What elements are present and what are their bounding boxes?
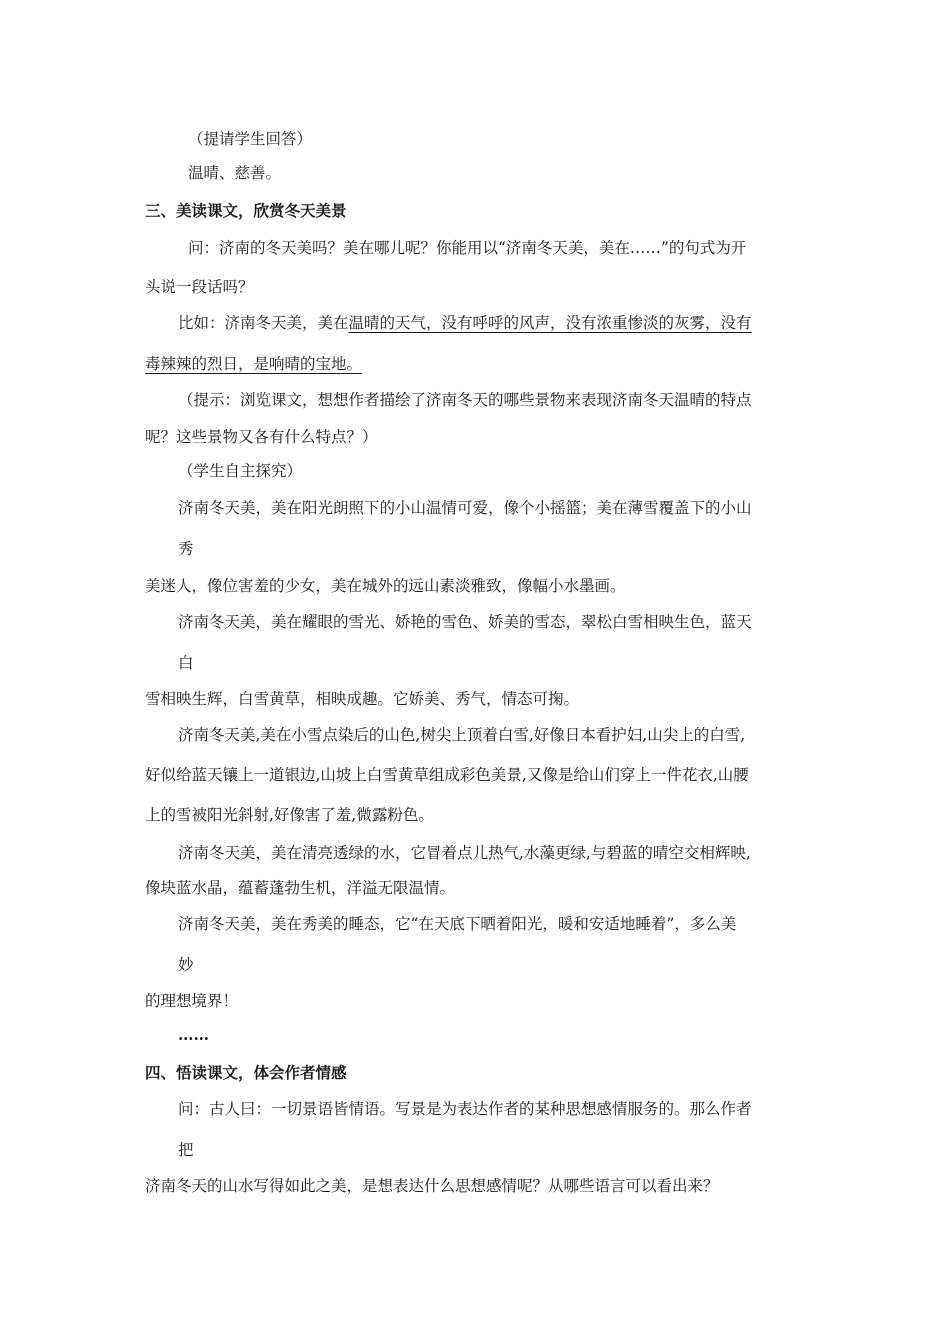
example-underlined-part-2: 毒辣辣的烈日，是响晴的宝地。 [145, 355, 363, 373]
example-underlined-part-1: 温晴的天气，没有呼呼的风声，没有浓重惨淡的灰雾，没有 [348, 314, 752, 332]
answer-text: 温晴、慈善。 [188, 164, 282, 182]
paragraph-2-line-1: 济南冬天美，美在耀眼的雪光、娇艳的雪色、娇美的雪态，翠松白雪相映生色，蓝天 [178, 613, 752, 631]
paragraph-1-line-2: 秀 [178, 540, 194, 558]
question-line-2: 头说一段话吗？ [145, 278, 254, 296]
paragraph-3-line-3: 上的雪被阳光斜射,好像害了羞,微露粉色。 [145, 806, 434, 824]
paragraph-3-line-2: 好似给蓝天镶上一道银边,山坡上白雪黄草组成彩色美景,又像是给山们穿上一件花衣,山腰 [145, 766, 749, 784]
question-line-1: 问：济南的冬天美吗？美在哪儿呢？你能用以“济南冬天美，美在……”的句式为开 [188, 239, 747, 257]
section-heading-3: 三、美读课文，欣赏冬天美景 [145, 201, 347, 220]
paragraph-1-line-1: 济南冬天美，美在阳光朗照下的小山温情可爱，像个小摇篮；美在薄雪覆盖下的小山 [178, 499, 752, 517]
question-2-line-2: 把 [178, 1141, 194, 1159]
question-2-line-3: 济南冬天的山水写得如此之美，是想表达什么思想感情呢？从哪些语言可以看出来？ [145, 1177, 719, 1195]
paragraph-5-line-3: 的理想境界！ [145, 992, 239, 1010]
example-prefix: 比如：济南冬天美，美在 [178, 314, 349, 332]
paragraph-2-line-2: 白 [178, 654, 194, 672]
question-2-line-1: 问：古人曰：一切景语皆情语。写景是为表达作者的某种思想感情服务的。那么作者 [178, 1100, 752, 1118]
section-heading-4: 四、悟读课文，体会作者情感 [145, 1063, 347, 1082]
student-explore-note: （学生自主探究） [178, 462, 303, 480]
paragraph-5-line-2: 妙 [178, 956, 194, 974]
paragraph-1-line-3: 美迷人，像位害羞的少女，美在城外的远山素淡雅致，像幅小水墨画。 [145, 577, 626, 595]
paragraph-4-line-1: 济南冬天美，美在清亮透绿的水，它冒着点儿热气,水藻更绿,与碧蓝的晴空交相辉映, [178, 844, 751, 862]
paragraph-3-line-1: 济南冬天美,美在小雪点染后的山色,树尖上顶着白雪,好像日本看护妇,山尖上的白雪, [178, 726, 746, 744]
paragraph-4-line-2: 像块蓝水晶，蕴蓄蓬勃生机，洋溢无限温情。 [145, 879, 456, 897]
hint-line-2: 呢？这些景物又各有什么特点？） [145, 428, 378, 446]
ellipsis: …… [178, 1025, 209, 1044]
example-line-1 [178, 313, 752, 333]
prompt-student-answer: （提请学生回答） [188, 130, 313, 148]
paragraph-5-line-1: 济南冬天美，美在秀美的睡态，它“在天底下晒着阳光，暖和安适地睡着”，多么美 [178, 915, 737, 933]
paragraph-2-line-3: 雪相映生辉，白雪黄草，相映成趣。它娇美、秀气，情态可掬。 [145, 690, 580, 708]
hint-line-1: （提示：浏览课文，想想作者描绘了济南冬天的哪些景物来表现济南冬天温晴的特点 [178, 391, 752, 409]
